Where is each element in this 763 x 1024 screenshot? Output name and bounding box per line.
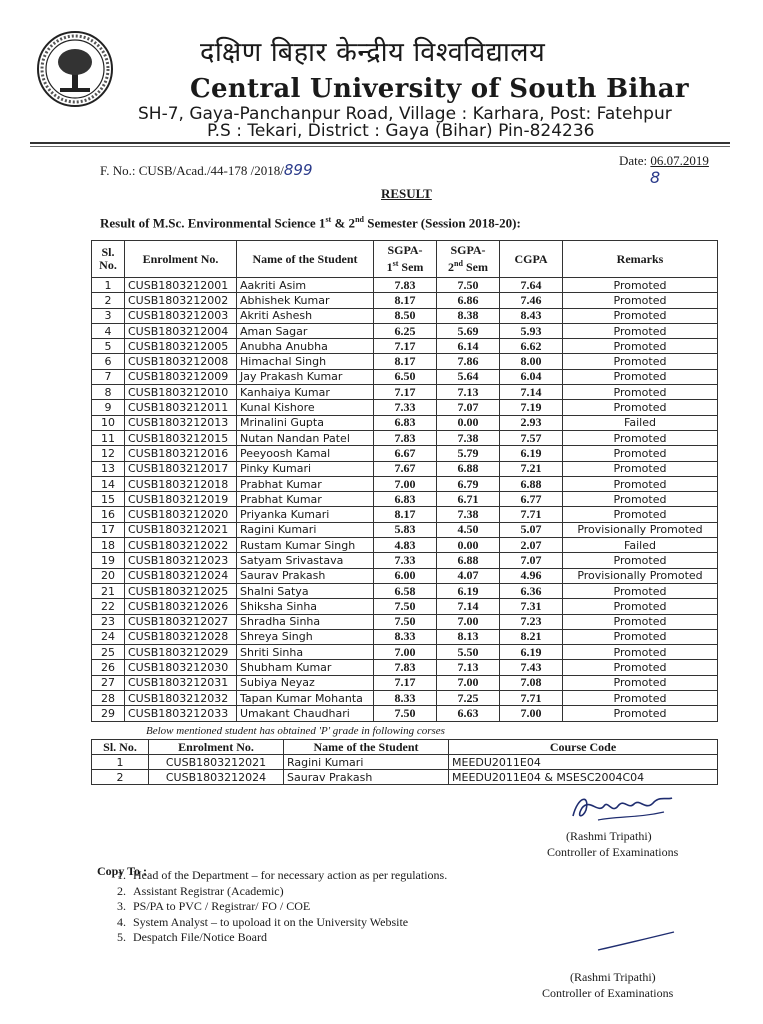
- cell-sgpa-1: 7.00: [374, 476, 437, 491]
- cell-sl-no: 10: [92, 415, 125, 430]
- date-value: 06.07.2019: [650, 153, 709, 168]
- cell-sgpa-2: 0.00: [437, 538, 500, 553]
- cell-remarks: Promoted: [563, 369, 718, 384]
- cell-sgpa-2: 7.07: [437, 400, 500, 415]
- cell-remarks: Promoted: [563, 278, 718, 293]
- cell-name: Umakant Chaudhari: [237, 706, 374, 721]
- cell-cgpa: 7.00: [500, 706, 563, 721]
- cell-cgpa: 7.23: [500, 614, 563, 629]
- list-item: 1. Head of the Department – for necessary action as per regulations.: [129, 868, 447, 884]
- cell-sgpa-1: 6.83: [374, 415, 437, 430]
- cell-sgpa-2: 8.38: [437, 308, 500, 323]
- p-col-name: Name of the Student: [284, 740, 449, 755]
- subheading-mid: & 2: [331, 215, 356, 231]
- p-col-enrolment: Enrolment No.: [149, 740, 284, 755]
- table-row: [92, 538, 718, 553]
- cell-sgpa-1: 7.50: [374, 599, 437, 614]
- table-row: [92, 339, 718, 354]
- p-grade-table: [91, 739, 718, 785]
- table-row: [92, 691, 718, 706]
- cell-sgpa-2: 7.00: [437, 675, 500, 690]
- cell-sgpa-2: 7.13: [437, 660, 500, 675]
- col-remarks: Remarks: [563, 241, 718, 278]
- p-grade-table-header: [92, 740, 718, 755]
- table-row: [92, 568, 718, 583]
- cell-name: Saurav Prakash: [237, 568, 374, 583]
- cell-enrolment: CUSB1803212032: [125, 691, 237, 706]
- date-label: Date:: [619, 153, 651, 168]
- list-item: 2. Assistant Registrar (Academic): [129, 884, 447, 900]
- cell-cgpa: 2.07: [500, 538, 563, 553]
- cell-enrolment: CUSB1803212020: [125, 507, 237, 522]
- cell-remarks: Promoted: [563, 614, 718, 629]
- table-row: [92, 755, 718, 770]
- cell-enrolment: CUSB1803212005: [125, 339, 237, 354]
- list-item: 3. PS/PA to PVC / Registrar/ FO / COE: [129, 899, 447, 915]
- signatory-2-name: (Rashmi Tripathi): [570, 970, 656, 984]
- cell-sgpa-2: 0.00: [437, 415, 500, 430]
- cell-sgpa-2: 6.86: [437, 293, 500, 308]
- cell-enrolment: CUSB1803212033: [125, 706, 237, 721]
- cell-sgpa-2: 7.13: [437, 385, 500, 400]
- table-row: [92, 385, 718, 400]
- signatory-1-name: (Rashmi Tripathi): [566, 829, 652, 843]
- cell-enrolment: CUSB1803212027: [125, 614, 237, 629]
- cell-remarks: Failed: [563, 538, 718, 553]
- cell-sgpa-1: 7.17: [374, 675, 437, 690]
- cell-sgpa-1: 6.25: [374, 323, 437, 338]
- cell-sgpa-1: 7.83: [374, 278, 437, 293]
- p-cell-sl-no: 2: [92, 770, 149, 785]
- p-cell-name: Saurav Prakash: [284, 770, 449, 785]
- cell-name: Peeyoosh Kamal: [237, 446, 374, 461]
- cell-cgpa: 6.77: [500, 492, 563, 507]
- cell-remarks: Promoted: [563, 354, 718, 369]
- table-row: [92, 583, 718, 598]
- cell-sl-no: 3: [92, 308, 125, 323]
- col-sl-no: Sl. No.: [92, 241, 125, 278]
- cell-cgpa: 6.36: [500, 583, 563, 598]
- cell-enrolment: CUSB1803212015: [125, 430, 237, 445]
- cell-sgpa-1: 7.17: [374, 385, 437, 400]
- cell-name: Kunal Kishore: [237, 400, 374, 415]
- cell-cgpa: 6.88: [500, 476, 563, 491]
- cell-sl-no: 12: [92, 446, 125, 461]
- cell-cgpa: 7.08: [500, 675, 563, 690]
- cell-cgpa: 7.71: [500, 691, 563, 706]
- cell-sl-no: 9: [92, 400, 125, 415]
- cell-name: Shriti Sinha: [237, 645, 374, 660]
- cell-enrolment: CUSB1803212028: [125, 629, 237, 644]
- cell-sgpa-1: 5.83: [374, 522, 437, 537]
- cell-enrolment: CUSB1803212013: [125, 415, 237, 430]
- cell-sl-no: 14: [92, 476, 125, 491]
- table-row: [92, 354, 718, 369]
- cell-sl-no: 1: [92, 278, 125, 293]
- table-row: [92, 430, 718, 445]
- cell-enrolment: CUSB1803212009: [125, 369, 237, 384]
- p-cell-course-code: MEEDU2011E04 & MSESC2004C04: [449, 770, 718, 785]
- cell-remarks: Promoted: [563, 430, 718, 445]
- signature-2-icon: [596, 930, 676, 952]
- cell-sgpa-1: 8.33: [374, 691, 437, 706]
- table-row: [92, 293, 718, 308]
- cell-remarks: Promoted: [563, 293, 718, 308]
- list-item: 4. System Analyst – to upoload it on the University Website: [129, 915, 447, 931]
- cell-cgpa: 7.43: [500, 660, 563, 675]
- cell-remarks: Failed: [563, 415, 718, 430]
- cell-cgpa: 7.57: [500, 430, 563, 445]
- cell-sgpa-1: 6.67: [374, 446, 437, 461]
- cell-name: Pinky Kumari: [237, 461, 374, 476]
- cell-name: Subiya Neyaz: [237, 675, 374, 690]
- cell-name: Prabhat Kumar: [237, 476, 374, 491]
- cell-enrolment: CUSB1803212030: [125, 660, 237, 675]
- cell-enrolment: CUSB1803212023: [125, 553, 237, 568]
- university-logo-icon: [36, 30, 114, 108]
- cell-sgpa-2: 6.88: [437, 461, 500, 476]
- cell-sgpa-2: 5.79: [437, 446, 500, 461]
- cell-remarks: Promoted: [563, 461, 718, 476]
- table-row: [92, 645, 718, 660]
- cell-name: Prabhat Kumar: [237, 492, 374, 507]
- subheading-suffix: Semester (Session 2018-20):: [363, 215, 521, 231]
- cell-name: Shubham Kumar: [237, 660, 374, 675]
- cell-name: Akriti Ashesh: [237, 308, 374, 323]
- subheading-sup1: st: [325, 215, 332, 224]
- cell-sgpa-1: 8.50: [374, 308, 437, 323]
- cell-sl-no: 4: [92, 323, 125, 338]
- cell-sgpa-2: 4.07: [437, 568, 500, 583]
- cell-sl-no: 5: [92, 339, 125, 354]
- cell-enrolment: CUSB1803212029: [125, 645, 237, 660]
- col-name: Name of the Student: [237, 241, 374, 278]
- cell-sgpa-2: 8.13: [437, 629, 500, 644]
- cell-sgpa-1: 6.00: [374, 568, 437, 583]
- result-table: [91, 240, 718, 722]
- cell-enrolment: CUSB1803212021: [125, 522, 237, 537]
- subheading-prefix: Result of M.Sc. Environmental Science 1: [100, 215, 326, 231]
- cell-remarks: Promoted: [563, 507, 718, 522]
- cell-sgpa-2: 7.38: [437, 507, 500, 522]
- cell-sl-no: 24: [92, 629, 125, 644]
- file-number-handwritten: 899: [283, 161, 313, 179]
- cell-name: Rustam Kumar Singh: [237, 538, 374, 553]
- cell-enrolment: CUSB1803212002: [125, 293, 237, 308]
- cell-enrolment: CUSB1803212004: [125, 323, 237, 338]
- cell-cgpa: 7.21: [500, 461, 563, 476]
- address-line-2: P.S : Tekari, District : Gaya (Bihar) Pin-824236: [207, 121, 595, 141]
- table-row: [92, 415, 718, 430]
- cell-enrolment: CUSB1803212025: [125, 583, 237, 598]
- signatory-1-title: Controller of Examinations: [547, 845, 679, 859]
- cell-enrolment: CUSB1803212018: [125, 476, 237, 491]
- cell-cgpa: 7.19: [500, 400, 563, 415]
- cell-enrolment: CUSB1803212003: [125, 308, 237, 323]
- cell-remarks: Promoted: [563, 660, 718, 675]
- cell-remarks: Provisionally Promoted: [563, 568, 718, 583]
- cell-cgpa: 8.43: [500, 308, 563, 323]
- cell-sgpa-1: 7.17: [374, 339, 437, 354]
- cell-enrolment: CUSB1803212008: [125, 354, 237, 369]
- table-row: [92, 461, 718, 476]
- cell-name: Nutan Nandan Patel: [237, 430, 374, 445]
- cell-sgpa-1: 7.83: [374, 660, 437, 675]
- cell-cgpa: 6.19: [500, 645, 563, 660]
- cell-remarks: Promoted: [563, 476, 718, 491]
- university-name: Central University of South Bihar: [190, 74, 689, 104]
- cell-remarks: Promoted: [563, 308, 718, 323]
- cell-sl-no: 27: [92, 675, 125, 690]
- copy-to-label: Copy To :: [97, 864, 148, 878]
- table-row: [92, 660, 718, 675]
- cell-sgpa-1: 8.33: [374, 629, 437, 644]
- table-row: [92, 507, 718, 522]
- cell-remarks: Provisionally Promoted: [563, 522, 718, 537]
- cell-cgpa: 7.07: [500, 553, 563, 568]
- cell-cgpa: 7.71: [500, 507, 563, 522]
- cell-cgpa: 6.62: [500, 339, 563, 354]
- cell-sgpa-2: 5.69: [437, 323, 500, 338]
- cell-name: Aakriti Asim: [237, 278, 374, 293]
- address-line-1: SH-7, Gaya-Panchanpur Road, Village : Karhara, Post: Fatehpur: [138, 104, 672, 124]
- cell-sgpa-1: 7.00: [374, 645, 437, 660]
- subheading-sup2: nd: [355, 215, 364, 224]
- cell-name: Shreya Singh: [237, 629, 374, 644]
- cell-remarks: Promoted: [563, 645, 718, 660]
- cell-sgpa-1: 7.83: [374, 430, 437, 445]
- cell-enrolment: CUSB1803212010: [125, 385, 237, 400]
- file-number: [100, 161, 313, 179]
- cell-enrolment: CUSB1803212001: [125, 278, 237, 293]
- cell-remarks: Promoted: [563, 339, 718, 354]
- signatory-2-title: Controller of Examinations: [542, 986, 674, 1000]
- cell-sl-no: 6: [92, 354, 125, 369]
- cell-name: Kanhaiya Kumar: [237, 385, 374, 400]
- p-cell-enrolment: CUSB1803212021: [149, 755, 284, 770]
- cell-cgpa: 7.14: [500, 385, 563, 400]
- cell-sgpa-2: 7.38: [437, 430, 500, 445]
- copy-to-list: [107, 868, 447, 946]
- cell-sgpa-2: 6.79: [437, 476, 500, 491]
- cell-name: Priyanka Kumari: [237, 507, 374, 522]
- cell-enrolment: CUSB1803212011: [125, 400, 237, 415]
- cell-cgpa: 7.64: [500, 278, 563, 293]
- cell-sgpa-2: 6.63: [437, 706, 500, 721]
- cell-enrolment: CUSB1803212022: [125, 538, 237, 553]
- cell-enrolment: CUSB1803212016: [125, 446, 237, 461]
- header-divider: [30, 142, 730, 144]
- table-row: [92, 770, 718, 785]
- cell-name: Tapan Kumar Mohanta: [237, 691, 374, 706]
- cell-sl-no: 23: [92, 614, 125, 629]
- p-grade-note: Below mentioned student has obtained 'P' grade in following corses: [146, 725, 445, 737]
- cell-sgpa-2: 7.25: [437, 691, 500, 706]
- cell-sl-no: 15: [92, 492, 125, 507]
- col-cgpa: CGPA: [500, 241, 563, 278]
- table-row: [92, 400, 718, 415]
- cell-enrolment: CUSB1803212024: [125, 568, 237, 583]
- result-heading: RESULT: [381, 186, 432, 201]
- result-table-header: [92, 241, 718, 278]
- cell-sgpa-1: 7.33: [374, 400, 437, 415]
- cell-enrolment: CUSB1803212019: [125, 492, 237, 507]
- cell-sl-no: 28: [92, 691, 125, 706]
- cell-name: Shradha Sinha: [237, 614, 374, 629]
- cell-sl-no: 18: [92, 538, 125, 553]
- cell-sl-no: 20: [92, 568, 125, 583]
- signature-1-icon: [568, 788, 678, 828]
- p-cell-name: Ragini Kumari: [284, 755, 449, 770]
- cell-sl-no: 2: [92, 293, 125, 308]
- table-row: [92, 323, 718, 338]
- cell-cgpa: 8.21: [500, 629, 563, 644]
- cell-sgpa-2: 7.86: [437, 354, 500, 369]
- cell-sgpa-1: 8.17: [374, 507, 437, 522]
- cell-remarks: Promoted: [563, 675, 718, 690]
- cell-sl-no: 16: [92, 507, 125, 522]
- result-subheading: [100, 215, 521, 231]
- cell-remarks: Promoted: [563, 691, 718, 706]
- cell-remarks: Promoted: [563, 323, 718, 338]
- col-enrolment: Enrolment No.: [125, 241, 237, 278]
- cell-sgpa-1: 8.17: [374, 354, 437, 369]
- cell-sgpa-2: 6.71: [437, 492, 500, 507]
- cell-cgpa: 6.19: [500, 446, 563, 461]
- p-cell-enrolment: CUSB1803212024: [149, 770, 284, 785]
- cell-remarks: Promoted: [563, 706, 718, 721]
- cell-sgpa-1: 8.17: [374, 293, 437, 308]
- cell-cgpa: 5.07: [500, 522, 563, 537]
- cell-sl-no: 19: [92, 553, 125, 568]
- cell-cgpa: 2.93: [500, 415, 563, 430]
- cell-remarks: Promoted: [563, 446, 718, 461]
- cell-sgpa-2: 6.88: [437, 553, 500, 568]
- cell-cgpa: 7.31: [500, 599, 563, 614]
- cell-name: Aman Sagar: [237, 323, 374, 338]
- cell-cgpa: 5.93: [500, 323, 563, 338]
- cell-remarks: Promoted: [563, 400, 718, 415]
- cell-name: Ragini Kumari: [237, 522, 374, 537]
- cell-remarks: Promoted: [563, 599, 718, 614]
- cell-remarks: Promoted: [563, 583, 718, 598]
- p-col-course-code: Course Code: [449, 740, 718, 755]
- cell-sgpa-2: 7.00: [437, 614, 500, 629]
- cell-remarks: Promoted: [563, 492, 718, 507]
- table-row: [92, 369, 718, 384]
- cell-name: Mrinalini Gupta: [237, 415, 374, 430]
- cell-sgpa-1: 6.58: [374, 583, 437, 598]
- cell-name: Abhishek Kumar: [237, 293, 374, 308]
- cell-enrolment: CUSB1803212017: [125, 461, 237, 476]
- p-col-sl-no: Sl. No.: [92, 740, 149, 755]
- cell-sgpa-1: 7.50: [374, 614, 437, 629]
- cell-sgpa-1: 7.50: [374, 706, 437, 721]
- cell-sgpa-2: 6.19: [437, 583, 500, 598]
- cell-cgpa: 6.04: [500, 369, 563, 384]
- table-row: [92, 629, 718, 644]
- cell-sgpa-2: 5.64: [437, 369, 500, 384]
- table-row: [92, 446, 718, 461]
- table-row: [92, 599, 718, 614]
- cell-cgpa: 7.46: [500, 293, 563, 308]
- cell-sgpa-1: 7.33: [374, 553, 437, 568]
- table-row: [92, 278, 718, 293]
- p-cell-course-code: MEEDU2011E04: [449, 755, 718, 770]
- cell-remarks: Promoted: [563, 629, 718, 644]
- cell-cgpa: 4.96: [500, 568, 563, 583]
- cell-sl-no: 26: [92, 660, 125, 675]
- cell-name: Himachal Singh: [237, 354, 374, 369]
- table-row: [92, 675, 718, 690]
- cell-sl-no: 13: [92, 461, 125, 476]
- cell-remarks: Promoted: [563, 553, 718, 568]
- cell-name: Shiksha Sinha: [237, 599, 374, 614]
- hindi-university-name: दक्षिण बिहार केन्द्रीय विश्वविद्यालय: [200, 37, 546, 68]
- table-row: [92, 553, 718, 568]
- cell-sgpa-2: 6.14: [437, 339, 500, 354]
- col-sgpa-1: SGPA- 1st Sem: [374, 241, 437, 278]
- cell-sl-no: 17: [92, 522, 125, 537]
- cell-enrolment: CUSB1803212026: [125, 599, 237, 614]
- cell-sgpa-2: 7.50: [437, 278, 500, 293]
- cell-sl-no: 21: [92, 583, 125, 598]
- table-row: [92, 476, 718, 491]
- table-row: [92, 308, 718, 323]
- cell-sl-no: 25: [92, 645, 125, 660]
- cell-sgpa-2: 7.14: [437, 599, 500, 614]
- cell-remarks: Promoted: [563, 385, 718, 400]
- list-item: 5. Despatch File/Notice Board: [129, 930, 447, 946]
- cell-sgpa-2: 4.50: [437, 522, 500, 537]
- table-row: [92, 492, 718, 507]
- date: [619, 153, 709, 169]
- cell-sgpa-2: 5.50: [437, 645, 500, 660]
- table-row: [92, 706, 718, 721]
- cell-name: Anubha Anubha: [237, 339, 374, 354]
- cell-name: Shalni Satya: [237, 583, 374, 598]
- cell-sgpa-1: 7.67: [374, 461, 437, 476]
- cell-sl-no: 8: [92, 385, 125, 400]
- cell-name: Jay Prakash Kumar: [237, 369, 374, 384]
- cell-enrolment: CUSB1803212031: [125, 675, 237, 690]
- date-handwritten: 8: [650, 168, 661, 187]
- cell-sgpa-1: 4.83: [374, 538, 437, 553]
- cell-sl-no: 22: [92, 599, 125, 614]
- table-row: [92, 522, 718, 537]
- col-sgpa-2: SGPA- 2nd Sem: [437, 241, 500, 278]
- p-cell-sl-no: 1: [92, 755, 149, 770]
- cell-sl-no: 11: [92, 430, 125, 445]
- table-row: [92, 614, 718, 629]
- header-divider-thin: [30, 146, 730, 147]
- cell-sl-no: 7: [92, 369, 125, 384]
- cell-sgpa-1: 6.50: [374, 369, 437, 384]
- cell-sgpa-1: 6.83: [374, 492, 437, 507]
- cell-name: Satyam Srivastava: [237, 553, 374, 568]
- cell-sl-no: 29: [92, 706, 125, 721]
- cell-cgpa: 8.00: [500, 354, 563, 369]
- file-number-text: F. No.: CUSB/Acad./44-178 /2018/: [100, 163, 284, 178]
